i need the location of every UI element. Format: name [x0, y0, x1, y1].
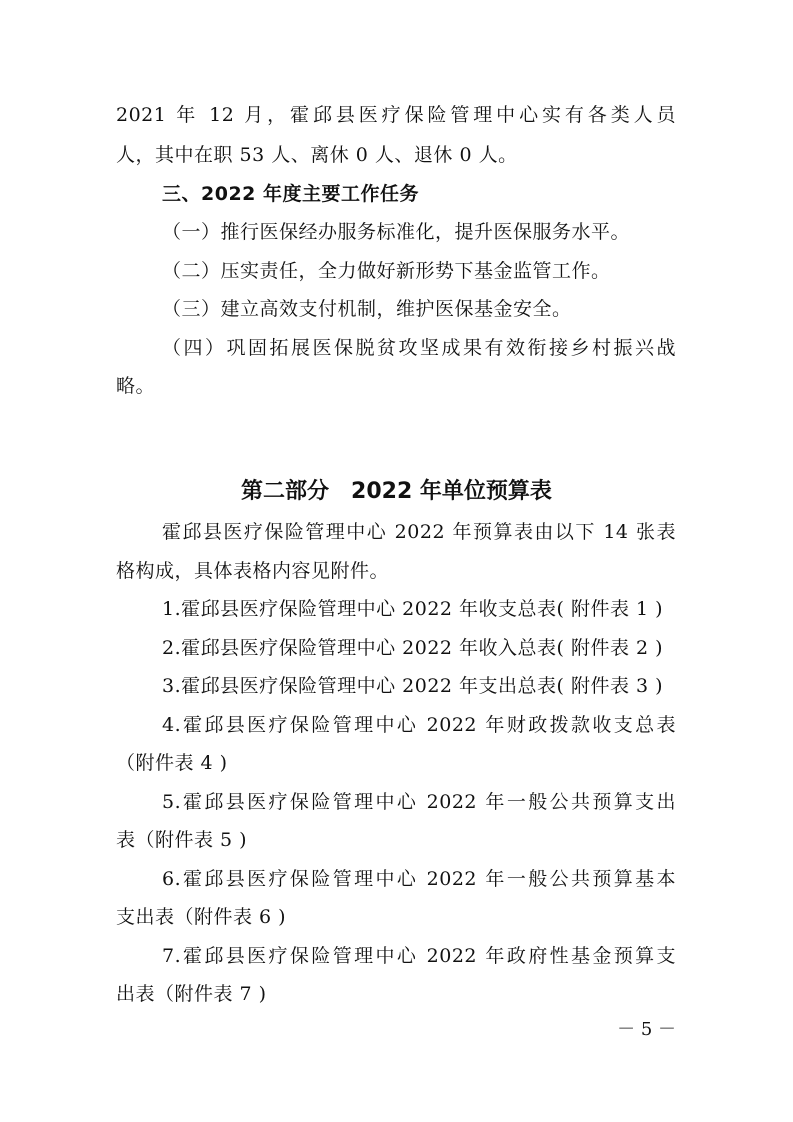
list-item: 3.霍邱县医疗保险管理中心 2022 年支出总表( 附件表 3 ) — [162, 675, 664, 697]
list-item: 4.霍邱县医疗保险管理中心 2022 年财政拨款收支总表 — [162, 714, 676, 736]
paragraph-line: 2021 年 12 月，霍邱县医疗保险管理中心实有各类人员 — [116, 104, 676, 126]
paragraph-line: 格构成，具体表格内容见附件。 — [116, 560, 390, 582]
page-number: － 5 － — [617, 1019, 676, 1040]
paragraph-line: 人，其中在职 53 人、离休 0 人、退休 0 人。 — [116, 144, 518, 166]
list-item: 5.霍邱县医疗保险管理中心 2022 年一般公共预算支出 — [162, 791, 676, 813]
list-item-continuation: 表（附件表 5 ) — [116, 829, 248, 851]
list-item: 2.霍邱县医疗保险管理中心 2022 年收入总表( 附件表 2 ) — [162, 637, 664, 659]
task-item: （四）巩固拓展医保脱贫攻坚成果有效衔接乡村振兴战 — [162, 337, 676, 359]
task-item: （三）建立高效支付机制，维护医保基金安全。 — [162, 298, 572, 320]
list-item-continuation: 出表（附件表 7 ) — [116, 983, 267, 1005]
task-item: （一）推行医保经办服务标准化，提升医保服务水平。 — [162, 221, 631, 243]
paragraph-line: 霍邱县医疗保险管理中心 2022 年预算表由以下 14 张表 — [162, 521, 676, 543]
task-item-continuation: 略。 — [116, 375, 156, 397]
part-heading: 第二部分 2022 年单位预算表 — [241, 479, 552, 504]
task-item: （二）压实责任，全力做好新形势下基金监管工作。 — [162, 260, 611, 282]
list-item: 1.霍邱县医疗保险管理中心 2022 年收支总表( 附件表 1 ) — [162, 598, 664, 620]
list-item: 7.霍邱县医疗保险管理中心 2022 年政府性基金预算支 — [162, 945, 676, 967]
list-item-continuation: （附件表 4 ) — [116, 752, 228, 774]
list-item: 6.霍邱县医疗保险管理中心 2022 年一般公共预算基本 — [162, 868, 676, 890]
list-item-continuation: 支出表（附件表 6 ) — [116, 906, 287, 928]
section-title: 三、2022 年度主要工作任务 — [162, 183, 419, 205]
